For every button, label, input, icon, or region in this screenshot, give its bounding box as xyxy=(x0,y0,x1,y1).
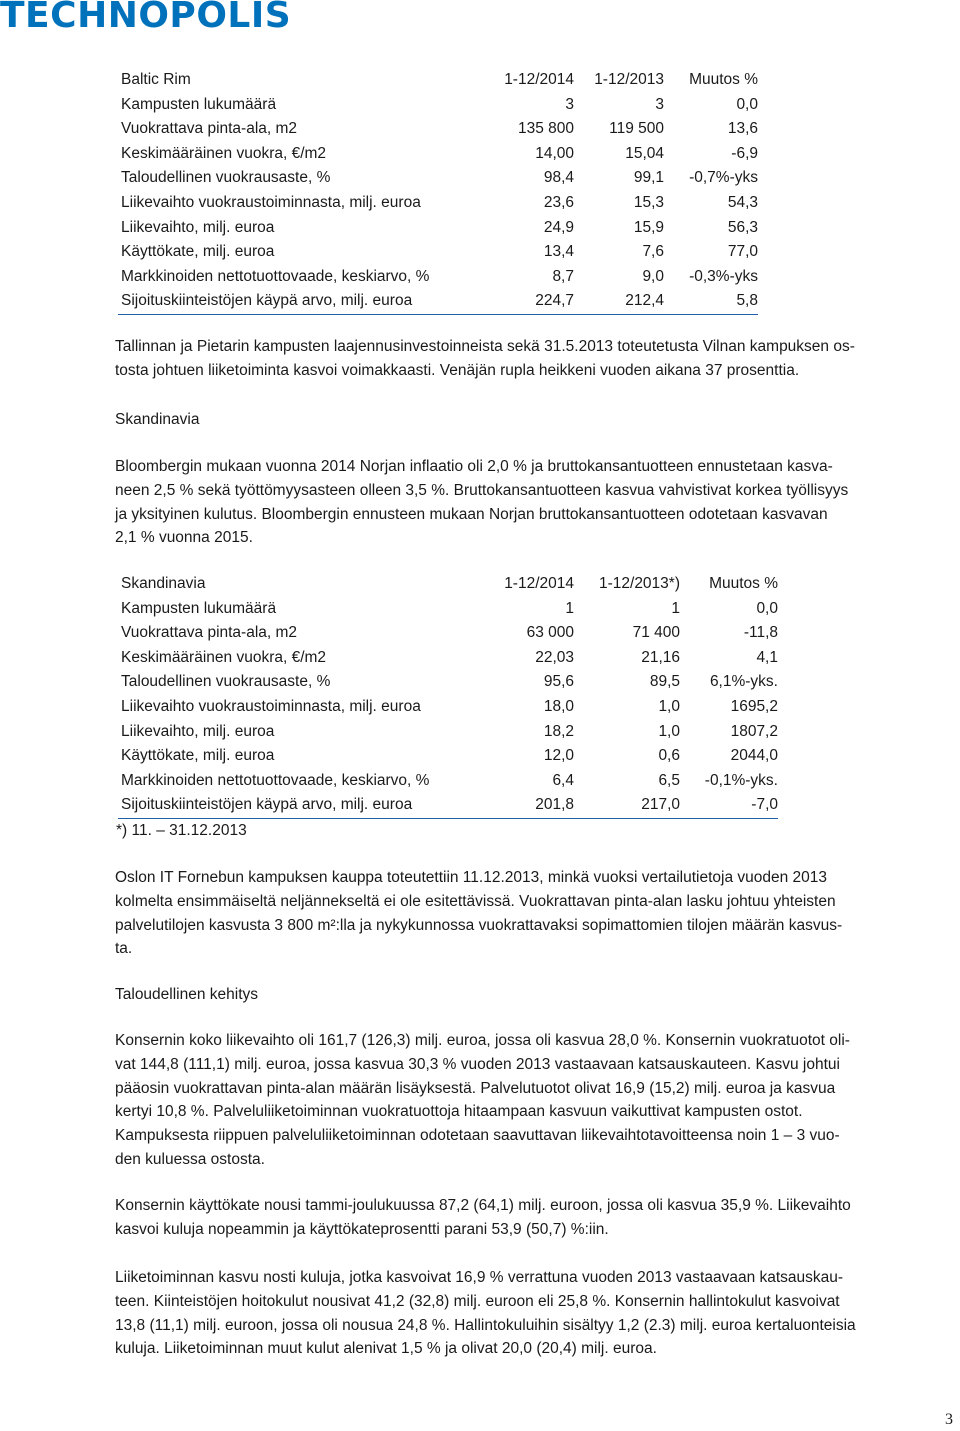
skandinavia-paragraph xyxy=(115,455,947,550)
table-cell: 7,6 xyxy=(642,243,664,261)
table-header-row xyxy=(118,572,778,597)
table-cell: 77,0 xyxy=(727,243,758,261)
table-header-row xyxy=(118,68,758,93)
table-cell: 6,5 xyxy=(658,771,680,789)
text-line: tosta johtuen liiketoiminta kasvoi voimakkaasti. Venäjän rupla heikkeni vuoden aikana 37 prosenttia. xyxy=(115,361,800,379)
text-line: Liiketoiminnan kasvu nosti kuluja, jotka kasvoivat 16,9 % verrattuna vuoden 2013 vastaavaan katsauskau- xyxy=(115,1269,844,1286)
text-line: palvelutilojen kasvusta 3 800 m²:lla ja nykykunnossa vuokrattavaksi sopimattomien tilojen määrän kasvus- xyxy=(115,916,843,934)
table-cell: 18,2 xyxy=(543,722,574,740)
table-cell: 89,5 xyxy=(649,673,680,691)
table-row xyxy=(118,191,758,216)
table-cell: Markkinoiden nettotuottovaade, keskiarvo, % xyxy=(121,267,430,285)
table-row xyxy=(118,769,778,794)
table-header-cell: Muutos % xyxy=(709,575,778,592)
text-line: Oslon IT Fornebun kampuksen kauppa toteutettiin 11.12.2013, minkä vuoksi vertailutietoja vuoden 2013 xyxy=(115,869,828,886)
table-cell: -0,7%-yks xyxy=(689,169,758,187)
text-line: 2,1 % vuonna 2015. xyxy=(115,529,253,547)
table-cell: 119 500 xyxy=(609,120,664,138)
text-line: Konsernin koko liikevaihto oli 161,7 (126,3) milj. euroa, jossa oli kasvua 28,0 %. Konsernin vuokratuotot oli- xyxy=(115,1032,850,1049)
table-header-cell: 1-12/2013*) xyxy=(598,575,680,592)
table-cell: 1695,2 xyxy=(730,697,778,715)
table-cell: Sijoituskiinteistöjen käypä arvo, milj. euroa xyxy=(118,793,484,818)
table-cell: 6,1%-yks. xyxy=(709,673,778,691)
table-cell: 212,4 xyxy=(574,289,664,314)
table-cell: Markkinoiden nettotuottovaade, keskiarvo, % xyxy=(121,771,430,789)
table-cell: 2044,0 xyxy=(730,747,778,765)
table-cell: 4,1 xyxy=(756,648,778,666)
table-row xyxy=(118,744,778,769)
table-cell: -7,0 xyxy=(680,793,778,818)
table-cell: 63 000 xyxy=(526,624,574,642)
table-header-cell: 1-12/2014 xyxy=(504,71,574,88)
text-line: kertyi 10,8 %. Palveluliiketoiminnan vuokratuottoja hitaampaan kasvuun vaikuttivat kampusten ostot. xyxy=(115,1103,803,1121)
table-cell: 95,6 xyxy=(543,673,574,691)
text-line: kasvoi kuluja nopeammin ja käyttökateprosentti parani 53,9 (50,7) %:iin. xyxy=(115,1220,609,1238)
table-cell: Liikevaihto, milj. euroa xyxy=(121,218,275,236)
table-cell: -0,1%-yks. xyxy=(704,771,778,789)
baltic-rim-table xyxy=(118,68,758,315)
table-header-cell: Skandinavia xyxy=(121,575,206,592)
table-row xyxy=(118,216,758,241)
table-cell: Keskimääräinen vuokra, €/m2 xyxy=(121,144,327,162)
table-cell: Kampusten lukumäärä xyxy=(121,599,277,617)
table-cell: 5,8 xyxy=(664,289,758,314)
table-row xyxy=(118,166,758,191)
table-cell: 1807,2 xyxy=(730,722,778,740)
baltic-paragraph xyxy=(115,335,947,383)
table-cell: -6,9 xyxy=(731,144,758,162)
table-cell: 22,03 xyxy=(535,648,574,666)
table-cell: 1,0 xyxy=(658,697,680,715)
text-line: ta. xyxy=(115,940,133,958)
table-cell: 15,9 xyxy=(633,218,664,236)
table-cell: 98,4 xyxy=(543,169,574,187)
table-header-cell: Baltic Rim xyxy=(121,71,191,88)
table-cell: Vuokrattava pinta-ala, m2 xyxy=(121,120,298,138)
table-cell: Keskimääräinen vuokra, €/m2 xyxy=(121,648,327,666)
text-line: Tallinnan ja Pietarin kampusten laajennusinvestoinneista sekä 31.5.2013 toteutetusta Vilnan kampuksen os- xyxy=(115,338,855,355)
table-cell: 224,7 xyxy=(494,289,574,314)
text-line: neen 2,5 % sekä työttömyysasteen olleen 3,5 %. Bruttokansantuotteen kasvua vahvistivat korkea työllisyys xyxy=(115,481,849,499)
table-cell: 21,16 xyxy=(641,648,680,666)
table-cell: Sijoituskiinteistöjen käypä arvo, milj. euroa xyxy=(118,289,494,314)
table-row xyxy=(118,720,778,745)
table-cell: 24,9 xyxy=(543,218,574,236)
table-cell: 14,00 xyxy=(535,144,574,162)
table-cell: 13,6 xyxy=(727,120,758,138)
oslo-paragraph xyxy=(115,866,947,961)
table-cell: Käyttökate, milj. euroa xyxy=(121,747,275,765)
text-line: Konsernin käyttökate nousi tammi-joulukuussa 87,2 (64,1) milj. euroon, jossa oli kasvua 35,9 %. Liikevaihto xyxy=(115,1197,851,1214)
table-cell: 15,04 xyxy=(625,144,664,162)
table-row xyxy=(118,240,758,265)
table-header-cell: 1-12/2013 xyxy=(594,71,664,88)
section-heading-taloudellinen-kehitys: Taloudellinen kehitys xyxy=(115,986,259,1003)
table-cell: 0,0 xyxy=(756,599,778,617)
table-header-cell: 1-12/2014 xyxy=(504,575,574,592)
skandinavia-section xyxy=(0,572,960,819)
table-cell: 0,0 xyxy=(736,95,758,113)
text-line: Kampuksesta riippuen palveluliiketoiminnan odotetaan saavuttavan liikevaihtotavoitteensa noin 1 – 3 vuo- xyxy=(115,1127,840,1145)
table-cell: 15,3 xyxy=(633,193,664,211)
page-number: 3 xyxy=(945,1411,953,1428)
table-row xyxy=(118,670,778,695)
table-cell: Liikevaihto, milj. euroa xyxy=(121,722,275,740)
table-row xyxy=(118,117,758,142)
table-cell: 1 xyxy=(565,599,574,617)
company-logo: TECHNOPOLIS xyxy=(0,0,292,36)
text-line: pääosin vuokrattavan pinta-alan määrän lisäyksestä. Palvelutuotot olivat 16,9 (15,2) milj. euroa ja kasvua xyxy=(115,1079,836,1097)
table-cell: 8,7 xyxy=(552,267,574,285)
table-row xyxy=(118,93,758,118)
table-cell: 3 xyxy=(565,95,574,113)
table-row xyxy=(118,142,758,167)
text-line: Bloombergin mukaan vuonna 2014 Norjan inflaatio oli 2,0 % ja bruttokansantuotteen ennustetaan kasva- xyxy=(115,458,833,475)
table-cell: Kampusten lukumäärä xyxy=(121,95,277,113)
text-line: kuluja. Liiketoiminnan muut kulut alenivat 1,5 % ja olivat 20,0 (20,4) milj. euroa. xyxy=(115,1340,657,1358)
table-cell: 54,3 xyxy=(727,193,758,211)
skandinavia-table xyxy=(118,572,778,819)
text-line: kolmelta ensimmäiseltä neljännekseltä ei ole esitettävissä. Vuokrattavan pinta-alan lasku johtuu yhteisten xyxy=(115,892,836,910)
table-cell: 0,6 xyxy=(658,747,680,765)
table-cell: Käyttökate, milj. euroa xyxy=(121,243,275,261)
table-cell: 12,0 xyxy=(543,747,574,765)
table-cell: -11,8 xyxy=(743,624,778,642)
table-cell: 23,6 xyxy=(543,193,574,211)
talous-paragraph-1 xyxy=(115,1029,947,1172)
table-row xyxy=(118,621,778,646)
text-line: 13,8 (11,1) milj. euroon, jossa oli nousua 24,8 %. Hallintokuluihin sisältyy 1,2 (2.3) milj. euroa kertaluonteisia xyxy=(115,1316,856,1334)
text-line: vat 144,8 (111,1) milj. euroa, jossa kasvua 30,3 % vuoden 2013 vastaavaan katsauskauteen. Kasvu johtui xyxy=(115,1055,840,1073)
table-cell: 13,4 xyxy=(543,243,574,261)
table-row xyxy=(118,695,778,720)
table-cell: 18,0 xyxy=(543,697,574,715)
text-line: den kuluessa ostosta. xyxy=(115,1150,265,1168)
table-cell: Taloudellinen vuokrausaste, % xyxy=(121,169,331,187)
table-cell: 201,8 xyxy=(484,793,574,818)
talous-paragraph-2 xyxy=(115,1194,947,1242)
table-cell: 6,4 xyxy=(552,771,574,789)
talous-paragraph-3 xyxy=(115,1266,947,1361)
table-cell: 56,3 xyxy=(727,218,758,236)
table-cell: Liikevaihto vuokraustoiminnasta, milj. euroa xyxy=(121,193,421,211)
table-footnote: *) 11. – 31.12.2013 xyxy=(116,822,247,839)
table-cell: 1 xyxy=(671,599,680,617)
table-cell: Taloudellinen vuokrausaste, % xyxy=(121,673,331,691)
text-line: ja yksityinen kulutus. Bloombergin ennusteen mukaan Norjan bruttokansantuotteen odotetaan kasvavan xyxy=(115,505,828,523)
table-row xyxy=(118,597,778,622)
section-heading-skandinavia: Skandinavia xyxy=(115,411,200,428)
text-line: teen. Kiinteistöjen hoitokulut nousivat 41,2 (32,8) milj. euroon eli 25,8 %. Konsernin hallintokulut kasvoivat xyxy=(115,1292,840,1310)
table-cell: -0,3%-yks xyxy=(689,267,758,285)
table-cell: 9,0 xyxy=(642,267,664,285)
table-header-cell: Muutos % xyxy=(689,71,758,88)
table-row xyxy=(118,646,778,671)
table-row xyxy=(118,265,758,290)
table-cell: 217,0 xyxy=(574,793,680,818)
table-cell: 135 800 xyxy=(517,120,574,138)
table-cell: 3 xyxy=(655,95,664,113)
baltic-rim-section xyxy=(0,68,960,315)
table-row xyxy=(118,289,758,314)
table-cell: 1,0 xyxy=(658,722,680,740)
table-row xyxy=(118,793,778,818)
table-cell: Liikevaihto vuokraustoiminnasta, milj. euroa xyxy=(121,697,421,715)
table-cell: 99,1 xyxy=(633,169,664,187)
table-cell: Vuokrattava pinta-ala, m2 xyxy=(121,624,298,642)
table-cell: 71 400 xyxy=(632,624,680,642)
